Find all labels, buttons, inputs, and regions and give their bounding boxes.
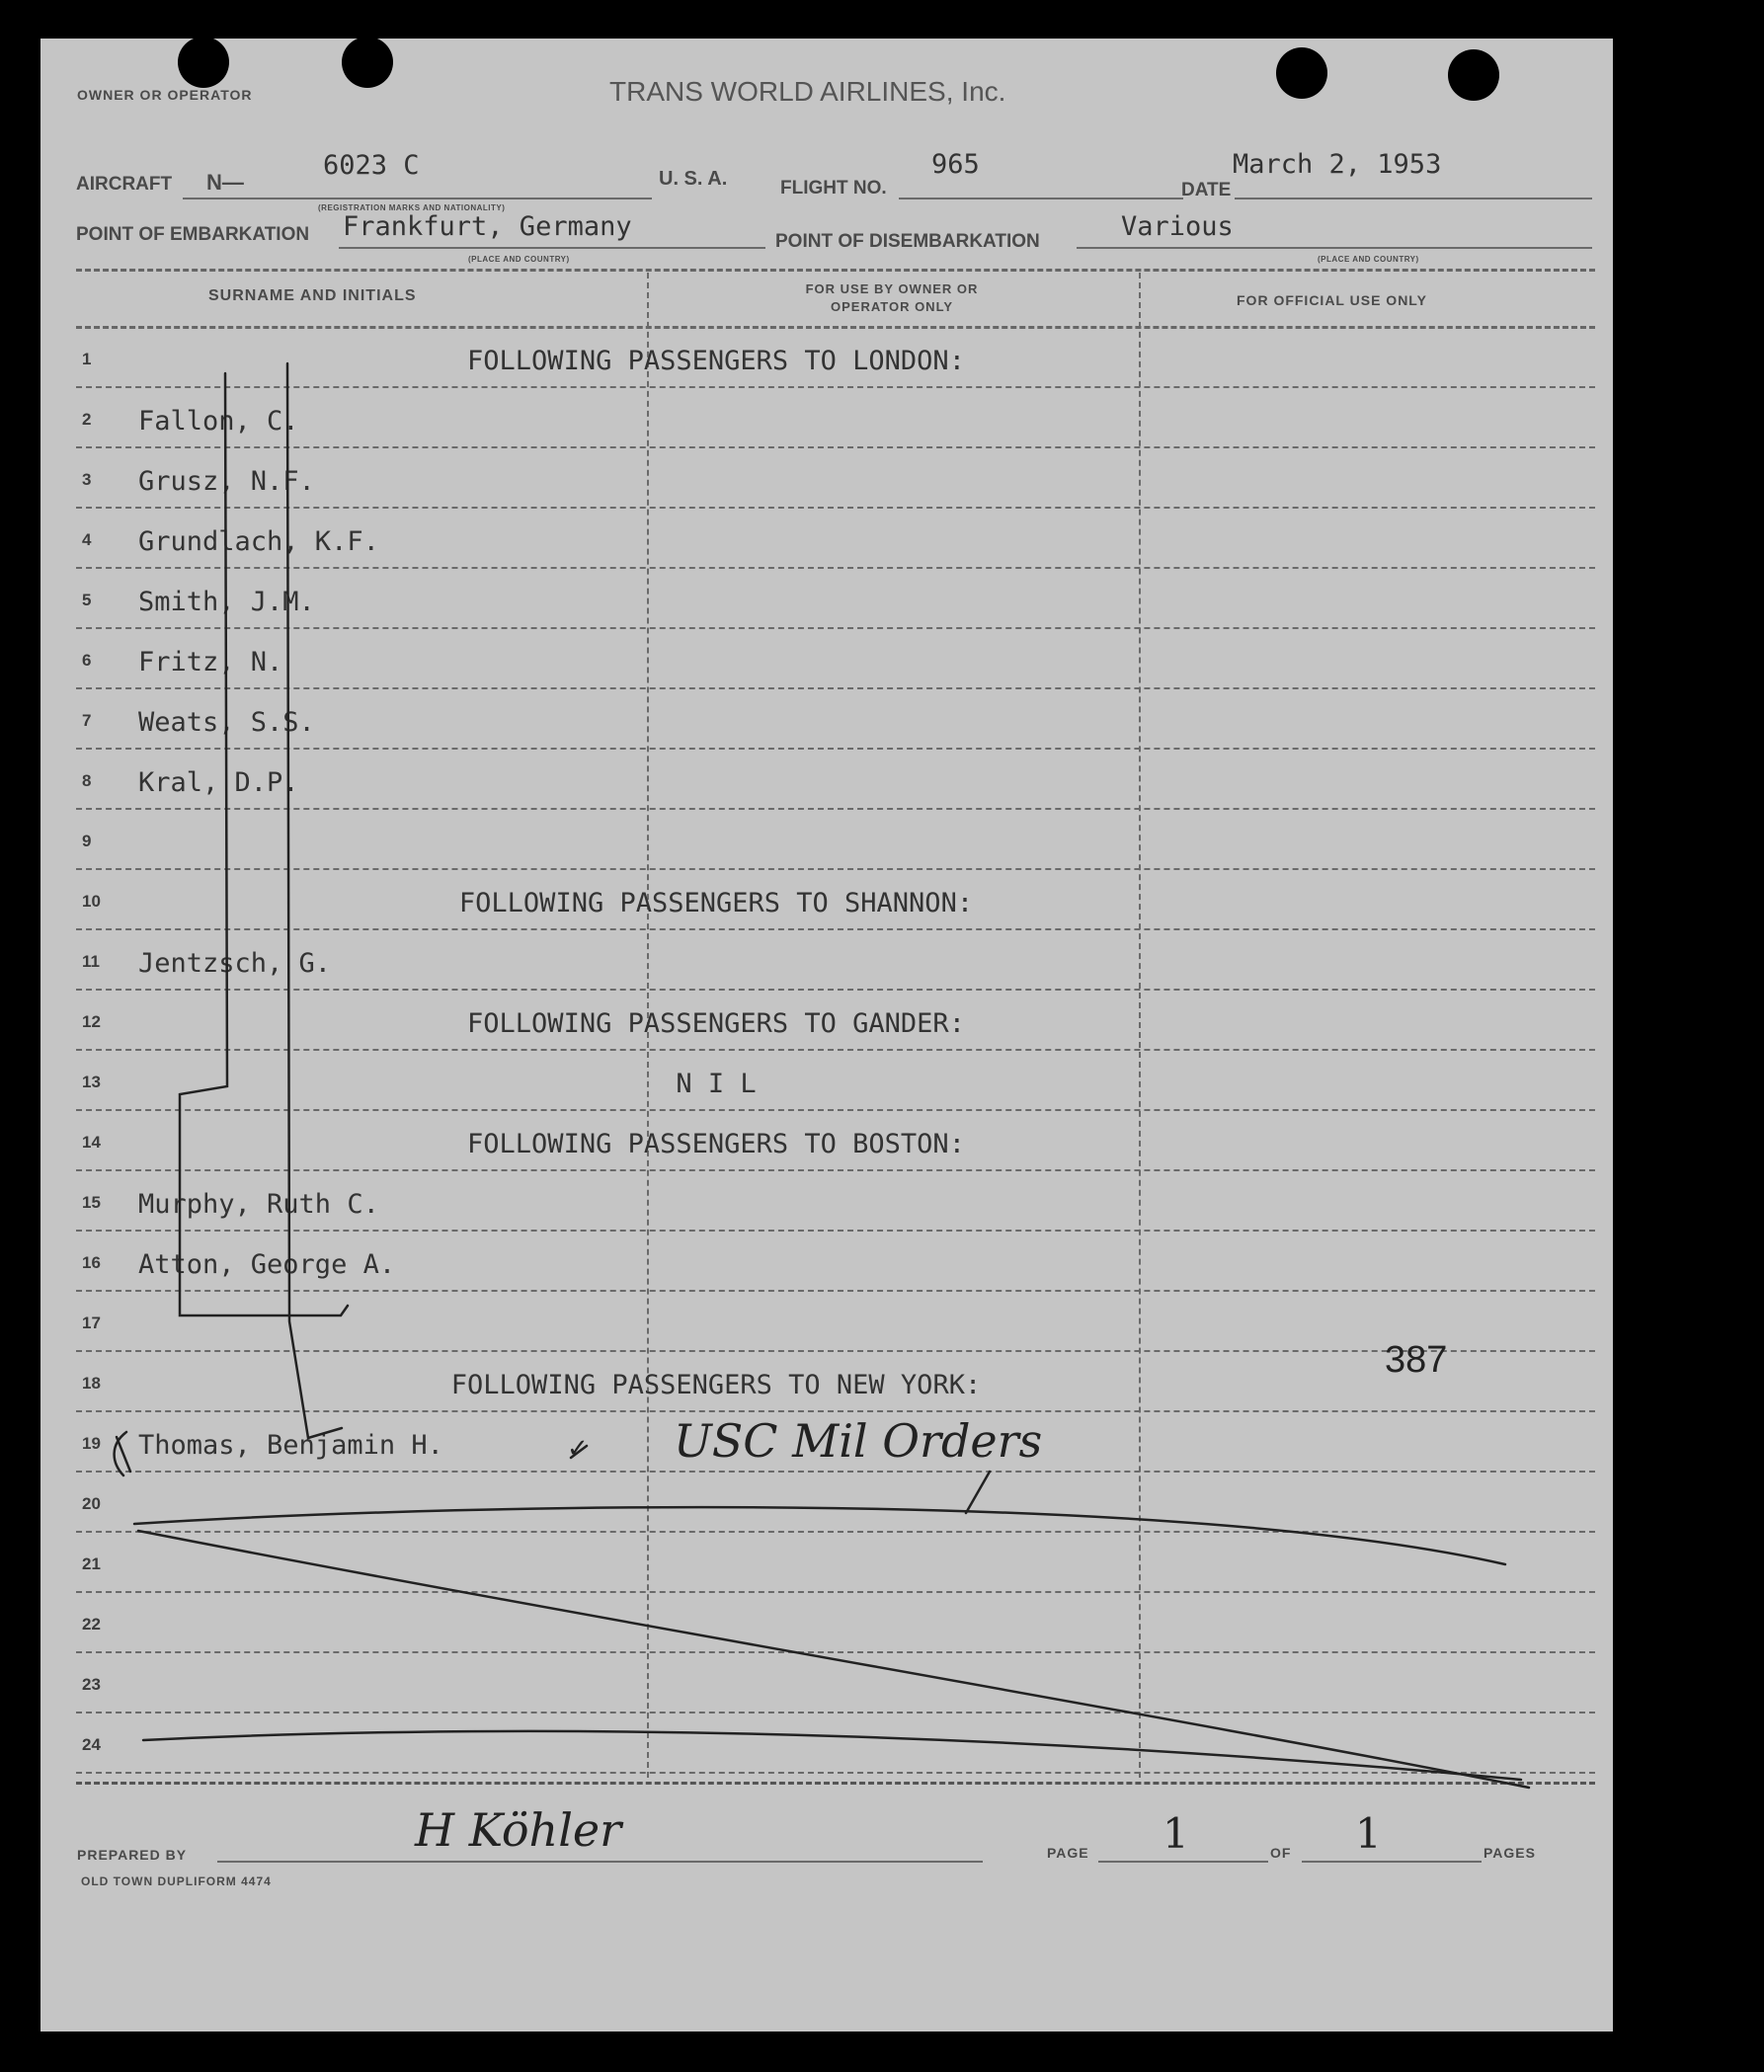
embark-label: POINT OF EMBARKATION bbox=[76, 224, 310, 245]
row-number: 23 bbox=[82, 1675, 101, 1694]
flight-value: 965 bbox=[931, 149, 980, 180]
row-number: 17 bbox=[82, 1314, 101, 1332]
prepared-underline bbox=[217, 1861, 983, 1863]
passenger-name: Murphy, Ruth C. bbox=[138, 1189, 379, 1220]
passenger-name: Jentzsch, G. bbox=[138, 948, 332, 979]
embark-value: Frankfurt, Germany bbox=[343, 211, 632, 242]
row-number: 8 bbox=[82, 771, 92, 790]
cross-out-line bbox=[134, 1507, 1505, 1564]
official-number: 387 bbox=[1385, 1339, 1448, 1381]
destination-heading: FOLLOWING PASSENGERS TO LONDON: bbox=[467, 346, 965, 376]
row-number: 9 bbox=[82, 832, 92, 850]
row-number: 15 bbox=[82, 1193, 101, 1212]
passenger-name: Thomas, Benjamin H. bbox=[138, 1430, 443, 1461]
nationality: U. S. A. bbox=[659, 168, 728, 190]
prepared-label: PREPARED BY bbox=[77, 1847, 188, 1863]
registration-caption: (REGISTRATION MARKS AND NATIONALITY) bbox=[318, 203, 506, 212]
of-label: OF bbox=[1270, 1845, 1292, 1861]
row-number: 19 bbox=[82, 1434, 101, 1453]
check-mark: ✓ bbox=[567, 1434, 589, 1464]
prepared-signature: H Köhler bbox=[415, 1803, 622, 1857]
row-number: 2 bbox=[82, 410, 92, 429]
bracket-line bbox=[287, 363, 342, 1438]
page-label: PAGE bbox=[1047, 1845, 1089, 1861]
passenger-name: Fallon, C. bbox=[138, 406, 299, 437]
passenger-name: Atton, George A. bbox=[138, 1249, 396, 1280]
disembark-caption: (PLACE AND COUNTRY) bbox=[1318, 255, 1419, 264]
destination-heading: FOLLOWING PASSENGERS TO SHANNON: bbox=[458, 888, 974, 918]
row-number: 5 bbox=[82, 591, 92, 609]
row-number: 14 bbox=[82, 1133, 101, 1152]
flight-label: FLIGHT NO. bbox=[780, 178, 887, 199]
form-id: OLD TOWN DUPLIFORM 4474 bbox=[81, 1874, 272, 1888]
disembark-value: Various bbox=[1121, 211, 1234, 242]
row-number: 11 bbox=[82, 952, 100, 971]
row-number: 21 bbox=[82, 1554, 101, 1573]
pages-label: PAGES bbox=[1483, 1845, 1536, 1861]
aircraft-prefix: N— bbox=[206, 170, 244, 195]
row-number: 12 bbox=[82, 1012, 101, 1031]
handwritten-note: USC Mil Orders bbox=[674, 1414, 1043, 1468]
passenger-name: Grundlach, K.F. bbox=[138, 526, 379, 557]
row-number: 10 bbox=[82, 892, 101, 911]
of-value: 1 bbox=[1355, 1809, 1382, 1858]
row-number: 18 bbox=[82, 1374, 101, 1393]
page-value: 1 bbox=[1163, 1809, 1189, 1858]
passenger-name: Weats, S.S. bbox=[138, 707, 315, 738]
row-number: 13 bbox=[82, 1073, 101, 1091]
destination-heading: FOLLOWING PASSENGERS TO NEW YORK: bbox=[450, 1370, 982, 1400]
embark-caption: (PLACE AND COUNTRY) bbox=[468, 255, 570, 264]
row-number: 7 bbox=[82, 711, 92, 730]
page-underline bbox=[1098, 1861, 1268, 1863]
row-number: 6 bbox=[82, 651, 92, 670]
passenger-name: Grusz, N.F. bbox=[138, 466, 315, 497]
row-number: 16 bbox=[82, 1253, 101, 1272]
of-underline bbox=[1302, 1861, 1482, 1863]
disembark-label: POINT OF DISEMBARKATION bbox=[775, 231, 1040, 252]
column-official-use: FOR OFFICIAL USE ONLY bbox=[1237, 292, 1427, 308]
destination-heading: FOLLOWING PASSENGERS TO GANDER: bbox=[467, 1008, 965, 1039]
passenger-name: Kral, D.P. bbox=[138, 767, 299, 798]
row-number: 24 bbox=[82, 1735, 101, 1754]
row-number: 20 bbox=[82, 1494, 101, 1513]
date-value: March 2, 1953 bbox=[1233, 149, 1442, 180]
aircraft-label: AIRCRAFT bbox=[76, 174, 173, 195]
aircraft-value: 6023 C bbox=[323, 150, 420, 181]
x-mark bbox=[115, 1432, 130, 1475]
bracket-line bbox=[180, 373, 348, 1315]
owner-label: OWNER OR OPERATOR bbox=[77, 87, 253, 103]
row-number: 3 bbox=[82, 470, 92, 489]
passenger-name: Smith, J.M. bbox=[138, 587, 315, 617]
passenger-name: Fritz, N. bbox=[138, 647, 283, 677]
row-number: 22 bbox=[82, 1615, 101, 1634]
row-number: 4 bbox=[82, 530, 92, 549]
destination-heading: FOLLOWING PASSENGERS TO BOSTON: bbox=[467, 1129, 965, 1159]
destination-heading: N I L bbox=[676, 1069, 757, 1099]
date-label: DATE bbox=[1181, 180, 1232, 200]
airline-name: TRANS WORLD AIRLINES, Inc. bbox=[609, 76, 1006, 107]
pen-stroke bbox=[966, 1472, 990, 1513]
row-number: 1 bbox=[82, 350, 92, 368]
column-owner-use: FOR USE BY OWNER OR OPERATOR ONLY bbox=[805, 281, 979, 314]
cross-out-line bbox=[143, 1731, 1521, 1780]
cross-out-line bbox=[138, 1531, 1529, 1788]
column-surname: SURNAME AND INITIALS bbox=[208, 287, 417, 304]
